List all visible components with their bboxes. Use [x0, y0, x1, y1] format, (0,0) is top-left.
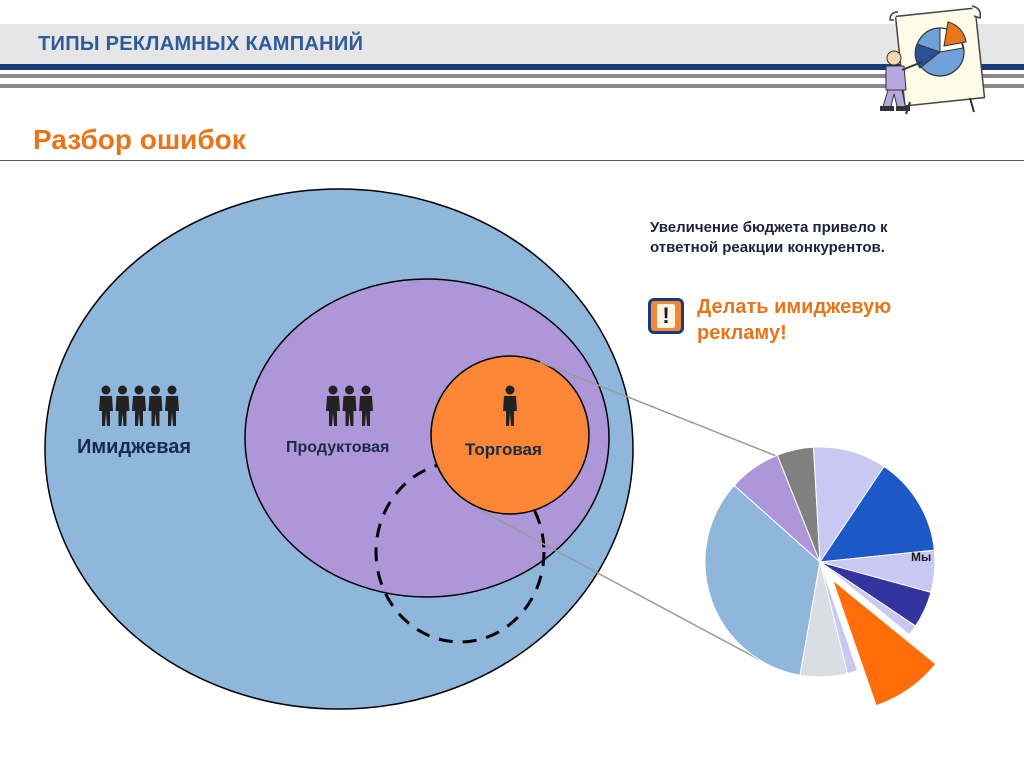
product-campaign-label: Продуктовая: [286, 439, 390, 456]
sales-campaign-label: Торговая: [465, 440, 542, 459]
pie-highlight-label: Мы: [911, 550, 932, 564]
image-campaign-label: Имиджевая: [77, 436, 192, 458]
recommendation-callout: Делать имиджевую рекламу!: [697, 296, 892, 344]
budget-note: Увеличение бюджета привело к ответной реакции конкурентов.: [650, 219, 888, 256]
market-share-pie: [705, 447, 936, 706]
inner-circle-sales: [431, 356, 589, 514]
page-header-title: ТИПЫ РЕКЛАМНЫХ КАМПАНИЙ: [38, 33, 364, 55]
exclamation-glyph: !: [657, 304, 675, 328]
exclamation-icon: [648, 298, 684, 334]
slide-subtitle: Разбор ошибок: [33, 124, 246, 155]
